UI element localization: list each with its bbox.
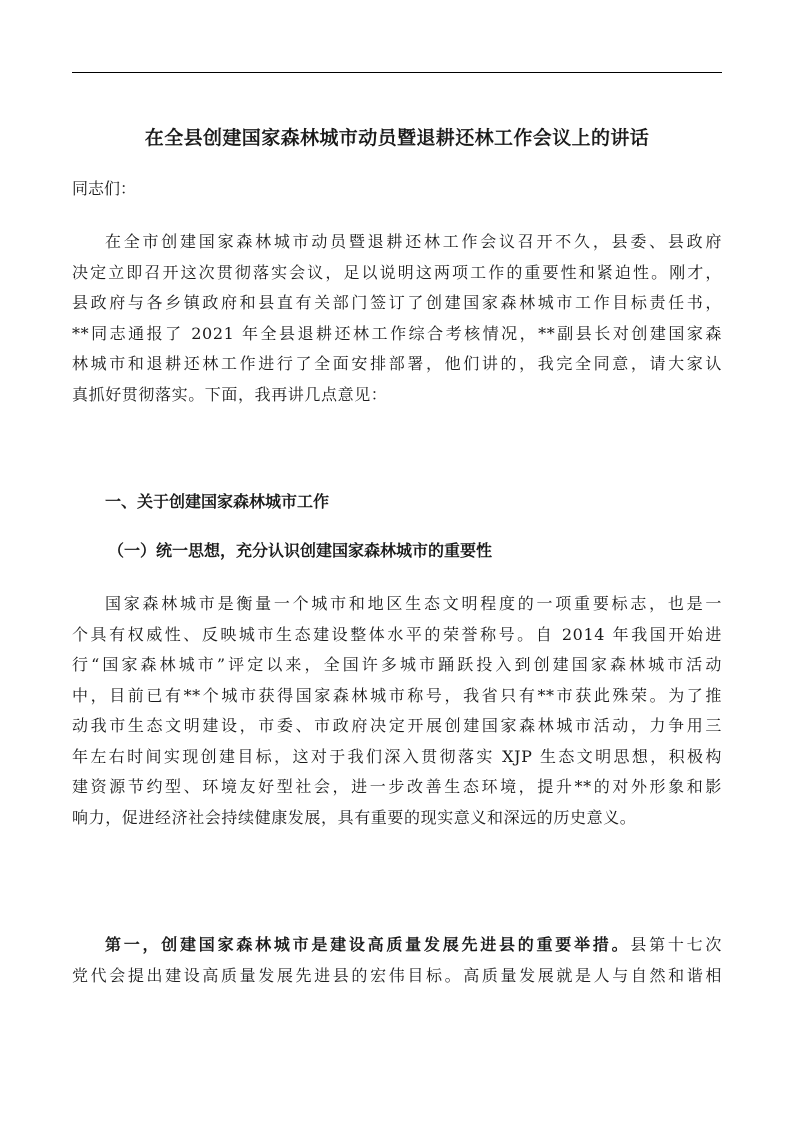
subsection-heading: （一）统一思想，充分认识创建国家森林城市的重要性 <box>108 541 493 560</box>
paragraph-line: 个具有权威性、反映城市生态建设整体水平的荣誉称号。自 2014 年我国开始进 <box>72 624 722 644</box>
paragraph-line: 行“国家森林城市”评定以来，全国许多城市踊跃投入到创建国家森林城市活动 <box>72 655 722 674</box>
paragraph-line: 在全市创建国家森林城市动员暨退耕还林工作会议召开不久，县委、县政府 <box>105 232 722 251</box>
paragraph-line: 真抓好贯彻落实。下面，我再讲几点意见： <box>72 384 388 404</box>
paragraph-text: 县第十七次 <box>630 935 722 954</box>
paragraph-line: 中，目前已有**个城市获得国家森林城市称号，我省只有**市获此殊荣。为了推 <box>72 685 722 705</box>
body-paragraph <box>72 589 722 833</box>
body-paragraph <box>72 930 722 991</box>
paragraph-line: 县政府与各乡镇政府和县直有关部门签订了创建国家森林城市工作目标责任书， <box>72 293 722 312</box>
paragraph-line: 党代会提出建设高质量发展先进县的宏伟目标。高质量发展就是人与自然和谐相 <box>72 965 722 985</box>
bold-lead-sentence: 第一，创建国家森林城市是建设高质量发展先进县的重要举措。 <box>105 935 631 954</box>
salutation: 同志们： <box>72 179 137 198</box>
paragraph-line: 动我市生态文明建设，市委、市政府决定开展创建国家森林城市活动，力争用三 <box>72 716 722 735</box>
paragraph-line: 年左右时间实现创建目标，这对于我们深入贯彻落实 XJP 生态文明思想，积极构 <box>72 746 722 766</box>
paragraph-line: **同志通报了 2021 年全县退耕还林工作综合考核情况，**副县长对创建国家森 <box>72 323 722 343</box>
paragraph-line: 响力，促进经济社会持续健康发展，具有重要的现实意义和深远的历史意义。 <box>72 807 637 827</box>
paragraph-line: 国家森林城市是衡量一个城市和地区生态文明程度的一项重要标志，也是一 <box>105 594 722 613</box>
document-title: 在全县创建国家森林城市动员暨退耕还林工作会议上的讲话 <box>144 127 650 149</box>
paragraph-line: 林城市和退耕还林工作进行了全面安排部署，他们讲的，我完全同意，请大家认 <box>72 354 722 373</box>
header-rule <box>72 72 722 73</box>
paragraph-line: 建资源节约型、环境友好型社会，进一步改善生态环境，提升**的对外形象和影 <box>72 777 722 796</box>
paragraph-line: 决定立即召开这次贯彻落实会议，足以说明这两项工作的重要性和紧迫性。刚才， <box>72 262 722 282</box>
section-heading: 一、关于创建国家森林城市工作 <box>105 492 330 511</box>
intro-paragraph <box>72 227 722 410</box>
paragraph-line <box>72 930 722 961</box>
